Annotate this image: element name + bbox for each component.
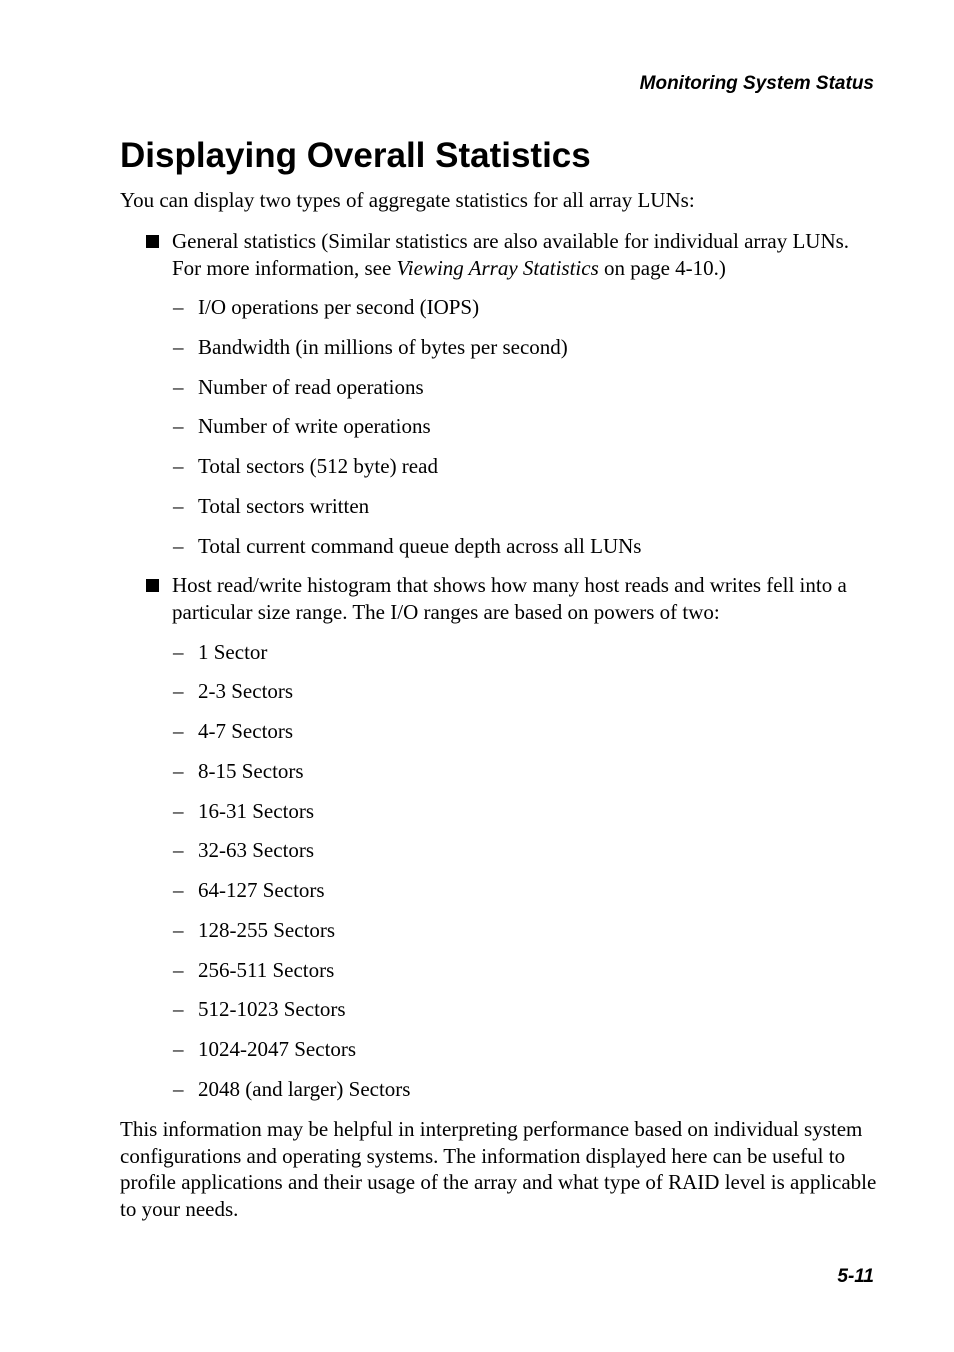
dash-icon: –	[173, 295, 184, 319]
list-item	[173, 639, 267, 665]
dash-icon: –	[173, 997, 184, 1021]
list-item	[173, 758, 304, 784]
list-item	[173, 413, 431, 439]
dash-icon: –	[173, 719, 184, 743]
list-item-text: 8-15 Sectors	[198, 759, 304, 783]
list-item-text: 4-7 Sectors	[198, 719, 294, 743]
dash-icon: –	[173, 958, 184, 982]
list-item-text: 512-1023 Sectors	[198, 997, 346, 1021]
list-item-text: 128-255 Sectors	[198, 918, 336, 942]
list-item-text: Number of read operations	[198, 375, 424, 399]
page-title: Displaying Overall Statistics	[120, 136, 591, 175]
bullet-text	[172, 228, 876, 281]
list-item-text: 2048 (and larger) Sectors	[198, 1077, 411, 1101]
bullet-text-part: on page 4-10.)	[598, 255, 726, 280]
list-item	[173, 453, 438, 479]
list-item	[173, 798, 314, 824]
dash-icon: –	[173, 878, 184, 902]
list-item	[173, 957, 334, 983]
list-item	[173, 678, 293, 704]
list-item-text: Total current command queue depth across all LUNs	[198, 534, 642, 558]
bullet-text: Host read/write histogram that shows how many host reads and writes fell into a particular size range. The I/O ranges are based on powers of two:	[172, 573, 847, 624]
dash-icon: –	[173, 918, 184, 942]
closing-paragraph: This information may be helpful in interpreting performance based on individual system configurations and operating systems. The information displayed here can be useful to profile applications and their usage of the array and what type of RAID level is applicable to your needs.	[120, 1117, 877, 1221]
dash-icon: –	[173, 335, 184, 359]
list-item-text: Bandwidth (in millions of bytes per second)	[198, 335, 568, 359]
dash-icon: –	[173, 494, 184, 518]
list-item-text: 32-63 Sectors	[198, 838, 315, 862]
dash-icon: –	[173, 838, 184, 862]
dash-icon: –	[173, 799, 184, 823]
intro-paragraph: You can display two types of aggregate statistics for all array LUNs:	[120, 188, 695, 212]
dash-icon: –	[173, 454, 184, 478]
bullet-general-statistics	[146, 228, 876, 281]
list-item	[173, 996, 346, 1022]
list-item-text: Total sectors (512 byte) read	[198, 454, 438, 478]
list-item-text: Total sectors written	[198, 494, 370, 518]
list-item	[173, 493, 369, 519]
bullet-text-part: General statistics (Similar statistics are also available for individual array LUNs. For more information, see	[172, 229, 850, 280]
dash-icon: –	[173, 759, 184, 783]
list-item-text: 256-511 Sectors	[198, 958, 335, 982]
dash-icon: –	[173, 414, 184, 438]
list-item	[173, 334, 568, 360]
list-item	[173, 374, 424, 400]
dash-icon: –	[173, 640, 184, 664]
dash-icon: –	[173, 1077, 184, 1101]
square-bullet-icon	[146, 579, 159, 592]
list-item	[173, 1036, 356, 1062]
list-item	[173, 533, 641, 559]
list-item	[173, 877, 325, 903]
list-item-text: 2-3 Sectors	[198, 679, 294, 703]
cross-reference-link[interactable]: Viewing Array Statistics	[396, 255, 599, 280]
list-item	[173, 294, 479, 320]
square-bullet-icon	[146, 235, 159, 248]
list-item-text: 16-31 Sectors	[198, 799, 315, 823]
running-header: Monitoring System Status	[639, 73, 874, 94]
list-item	[173, 718, 293, 744]
list-item	[173, 917, 335, 943]
dash-icon: –	[173, 375, 184, 399]
page-number: 5-11	[837, 1266, 874, 1287]
list-item-text: 1024-2047 Sectors	[198, 1037, 357, 1061]
list-item-text: 1 Sector	[198, 640, 268, 664]
dash-icon: –	[173, 1037, 184, 1061]
list-item-text: I/O operations per second (IOPS)	[198, 295, 480, 319]
list-item-text: Number of write operations	[198, 414, 431, 438]
list-item	[173, 1076, 410, 1102]
list-item-text: 64-127 Sectors	[198, 878, 325, 902]
bullet-host-histogram	[146, 572, 876, 625]
list-item	[173, 837, 314, 863]
dash-icon: –	[173, 679, 184, 703]
dash-icon: –	[173, 534, 184, 558]
